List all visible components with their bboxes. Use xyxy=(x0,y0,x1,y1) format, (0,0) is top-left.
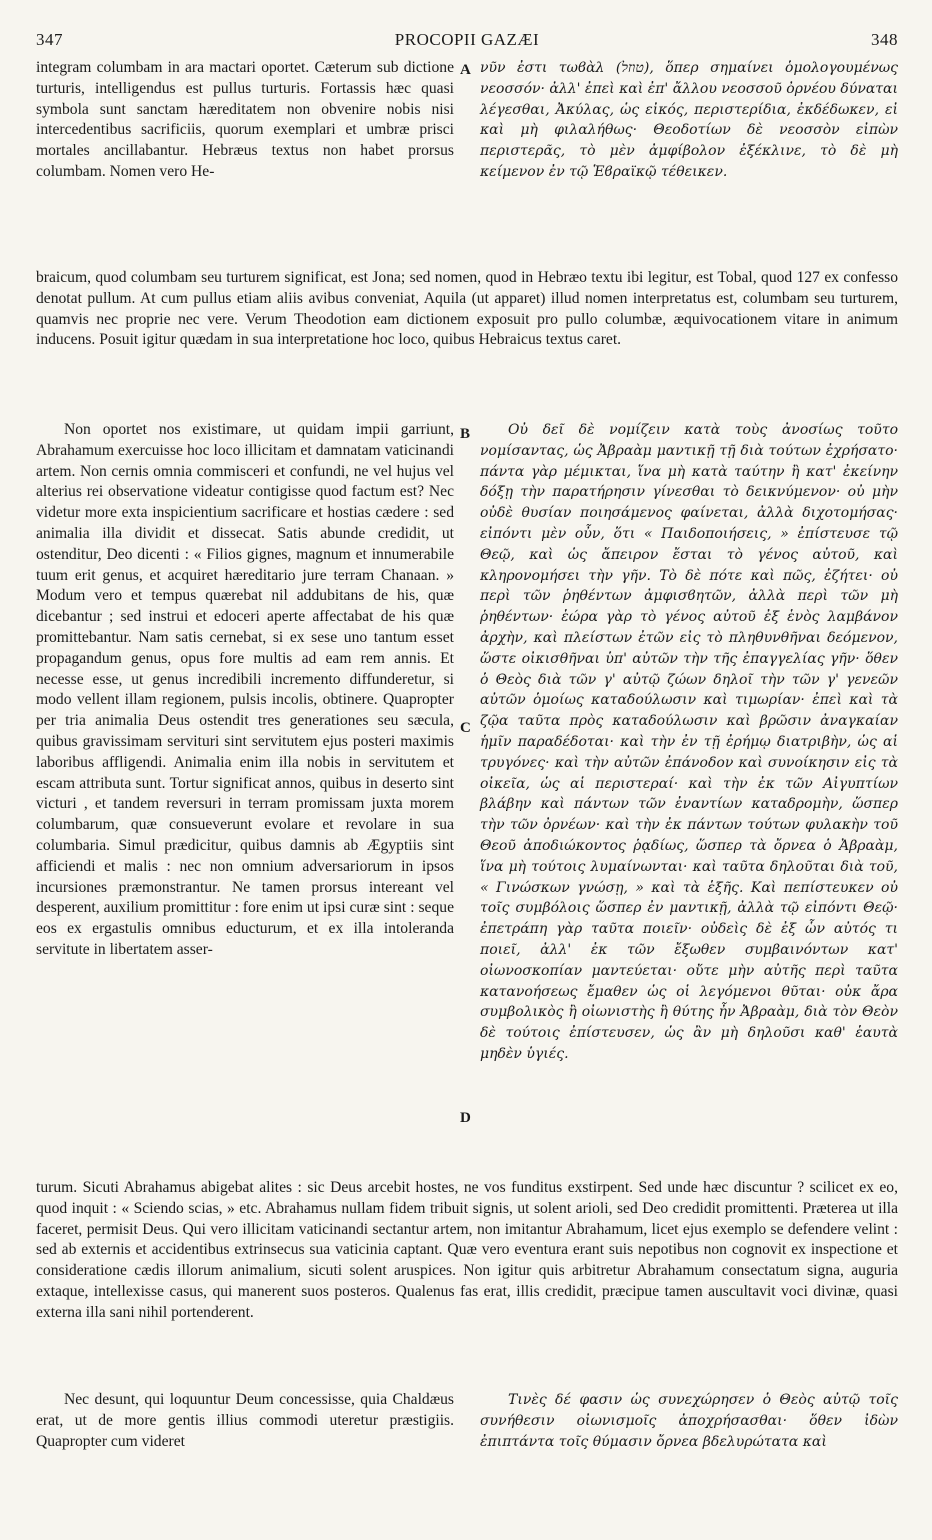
full-width-paragraph-2 xyxy=(36,1178,898,1390)
full-width-paragraph-1 xyxy=(36,268,898,420)
margin-marker-d: D xyxy=(460,1110,471,1126)
right-page-number: 348 xyxy=(871,30,898,49)
latin-column-2 xyxy=(36,420,454,1178)
greek-column-3 xyxy=(480,1390,898,1460)
full-text-1: braicum, quod columbam seu turturem significat, est Jona; sed nomen, quod in Hebræo textu ibi legitur, est Tobal, quod 127 ex confesso denotat pullum. At cum pullus etiam aliis avibus conveniat, Aquila (ut apparet) illud nomen interpretatus est, columbam seu turturem, quamvis nec proprie nec vere. Verum Theodotion eam dictionem exposuit pro pullo columbæ, æquivocationem vitare in animum inducens. Posuit igitur quædam in sua interpretatione hoc loco, quibus Hebraicus textus caret. xyxy=(36,269,898,349)
margin-marker-c: C xyxy=(460,720,471,736)
page xyxy=(36,30,898,1460)
section-3 xyxy=(36,1390,898,1460)
margin-marker-a: A xyxy=(460,62,471,78)
margin-marker-b: B xyxy=(460,426,471,442)
latin-column-1 xyxy=(36,58,454,268)
full-text-2: turum. Sicuti Abrahamus abigebat alites : sic Deus arcebit hostes, ne vos funditus exstirpent. Sed unde hæc discuntur ? scilicet ex eo, quod inquit : « Sciendo scias, » etc. Abrahamus nullam fidem tribuit signis, ut solent arioli, sed Deo credidit promittenti. Præterea ut illa faceret, permisit Deus. Qui vero illicitam vaticinandi sectantur artem, non imitantur Abrahamum, licet ejus exemplo se defendere velint : sed ab externis et accidentibus extrinsecus sua vaticinia captant. Quæ vero eventura erant suis nepotibus non cognovit ex inspectione et consideratione cædis illorum animalium, sicuti solent aruspices. Non igitur quis arbitretur Abrahamum consectatum signa, auguria extaque, intellexisse casus, qui manerent suos posteros. Qualenus fas erat, illis credidit, præcipue tamen auscultavit voci divinæ, quasi externa illa sani nihil portenderent. xyxy=(36,1179,898,1321)
left-page-number: 347 xyxy=(36,30,63,49)
latin-text-3: Nec desunt, qui loquuntur Deum concessisse, quia Chaldæus erat, ut de more gentis illius commodi uteretur præstigiis. Quapropter cum videret xyxy=(36,1391,454,1450)
section-2 xyxy=(36,420,898,1178)
greek-text-2: Οὐ δεῖ δὲ νομίζειν κατὰ τοὺς ἀνοσίως τοῦτο νομίσαντας, ὡς Ἀβραὰμ μαντικῇ τῇ διὰ τούτων ἐχρήσατο· πάντα γὰρ μέμικται, ἵνα μὴ κατὰ ταύτην ἢ κατ' ἐκείνην δόξῃ τὴν παρατήρησιν γίνεσθαι τὸ δεικνύμενον· οὐ μὴν οὐδὲ θυσίαν ποιησάμενος φαίνεται, ἀλλὰ διχοτομήσας· εἰπόντι μὲν οὖν, ὅτι « Παιδοποιήσεις, » ἐπίστευσε τῷ Θεῷ, καὶ ὡς ἄπειρον ἔσται τὸ γένος αὐτοῦ, καὶ κληρονομήσει τὴν γῆν. Τὸ δὲ πότε καὶ πῶς, ἐζήτει· οὐ περὶ τῶν ῥηθέντων ἀμφισϐητῶν, ἀλλὰ περὶ τῶν μὴ ῥηθέντων· ἑώρα γὰρ τὸ γένος αὐτοῦ ἐξ ἑνὸς λαμβάνον ἀρχὴν, καὶ πλείστων ἐτῶν εἰς τὸ πληθυνθῆναι δεόμενον, ὥστε οἰκισθῆναι ὑπ' αὐτῶν τὴν τῆς ἐπαγγελίας γῆν· ὅθεν ὁ Θεὸς διὰ τῶν γ' αὐτῷ ζώων δηλοῖ τὴν τῶν γ' γενεῶν αὐτῶν ὁμοίως καταδούλωσιν καὶ τιμωρίαν· ἐπεὶ καὶ τὰ ζῷα ταῦτα πρὸς καταδούλωσιν καὶ βρῶσιν ἀναγκαίαν ἡμῖν παραδέδοται· καὶ τὴν ἐν τῇ ἐρήμῳ διατριβὴν, ὡς αἱ τρυγόνες· καὶ τὴν αὐτῶν ἐπάνοδον καὶ συνοίκησιν εἰς τὰ οἰκεῖα, ὡς αἱ περιστεραί· καὶ τὴν ἐκ τῶν Αἰγυπτίων βλάβην καὶ πάντων τῶν ἐναντίων καταδρομὴν, ὥσπερ τὴν τῶν ὀρνέων· καὶ τὴν ἐκ πάντων τούτων φυλακὴν τοῦ Θεοῦ ἀποδιώκοντος ῥᾳδίως, ὥσπερ τὰ ὄρνεα ὁ Ἀβραὰμ, ἵνα μὴ τούτοις λυμαίνωνται· καὶ ταῦτα δηλοῦται διὰ τοῦ, « Γινώσκων γνώσῃ, » καὶ τὰ ἑξῆς. Καὶ πεπίστευκεν οὐ τοῖς συμβόλοις ὥσπερ ἐν μαντικῇ, ἀλλὰ τῷ εἰπόντι Θεῷ· ἐπετράπη γὰρ ταῦτα ποιεῖν· οὐδεὶς δὲ ἐξ ὧν αὐτός τι ποιεῖ, ἀλλ' ἐκ τῶν ἔξωθεν συμβαινόντων κατ' οἰωνοσκοπίαν μαντεύεται· οὔτε μὴν αὐτῆς περὶ ταῦτα κατανοήσεως ἔμαθεν ὡς οἱ λεγόμενοι θῦται· οὐκ ἄρα συμβολικὸς ἢ οἰωνιστὴς ἢ θύτης ἦν Ἀβραὰμ, διὰ τὸν Θεὸν δὲ τούτοις ἐπίστευσεν, ὡς ἂν μὴ δηλοῦσι καθ' ἑαυτὰ μηδὲν ὑγιές. xyxy=(480,422,898,1062)
latin-column-3 xyxy=(36,1390,454,1460)
section-1 xyxy=(36,58,898,268)
latin-text-2: Non oportet nos existimare, ut quidam impii garriunt, Abrahamum exercuisse hoc loco illicitam et damnatam vaticinandi artem. Non cernis omnia commisceri et confundi, ne vel hujus vel alterius rei observatione videatur contigisse quod factum est? Nec videtur more exta inspicientium sacrificare et hostias cædere : sed animalia illa dividit et dissecat. Satis abunde credidit, ut ostenditur, Deo dicenti : « Filios gignes, magnum et innumerabile tuum erit genus, et acquiret hæreditario jure terram Chanaan. » Modum vero et tempus quærebat nil addubitans de his, quæ dicebantur ; sed instrui et edoceri aperte affectabat de his quæ promittebantur. Nam satis cernebat, si ex sese uno tantum esset propagandum genus, opus fore multis ad eam rem annis. Et necesse esse, ut genus incredibili incremento diffunderetur, si modo vellent illam regionem, pulsis incolis, obtinere. Quapropter per tria animalia Deus ostendit tres generationes seu sæcula, quibus gravissimam servituri sint servitutem ejus posteri maximis laboribus affligendi. Animalia enim illa nobis in servitutem et escam attributa sunt. Tortur significat annos, quibus in deserto sint victuri , et tandem reversuri in terram promissam juxta morem columbarum, quæ consueverunt evolare et revolare in sua columbaria. Simul prædicitur, quibus damnis ab Ægyptiis sint afficiendi et malis : nec non omnium adversariorum in ipsos incursiones præmonstrantur. Ne tamen prorsus intereant vel desperent, auxilium promittitur : fore enim ut ipsi curæ sint : seque eos ex ergastulis omnibus educturum, et ex illa intoleranda servitute in libertatem asser- xyxy=(36,421,454,958)
latin-text-1: integram columbam in ara mactari oportet. Cæterum sub dictione turturis, intelligendus est pullus turturis. Fortassis hæc quasi symbola sunt sanctam hæreditatem non obvenire nobis nisi intercedentibus sacrificiis, quorum exemplari et umbræ prisci mortales ancillabantur. Hebræus textus non habet prorsus columbam. Nomen vero He- xyxy=(36,59,454,180)
greek-text-3: Τινὲς δέ φασιν ὡς συνεχώρησεν ὁ Θεὸς αὐτῷ τοῖς συνήθεσιν οἰωνισμοῖς ἀποχρήσασθαι· ὅθεν ἰδὼν ἐπιπτάντα τοῖς θύμασιν ὄρνεα βδελυρώτατα καὶ xyxy=(480,1392,898,1450)
greek-column-1 xyxy=(480,58,898,268)
running-title: PROCOPII GAZÆI xyxy=(394,30,540,49)
greek-column-2 xyxy=(480,420,898,1178)
running-header xyxy=(36,30,898,58)
greek-text-1: νῦν ἐστι τωϐὰλ (טוזל), ὅπερ σημαίνει ὁμολογουμένως νεοσσόν· ἀλλ' ἐπεὶ καὶ ἐπ' ἄλλου νεοσσοῦ ὀρνέου δύναται λέγεσθαι, Ἀκύλας, ὡς εἰκός, περιστερίδια, ἐκδέδωκεν, εἰ καὶ μὴ φιλαλήθως· Θεοδοτίων δὲ νεοσσὸν εἰπὼν περιστερᾶς, τὸ μὲν ἀμφίβολον ἐξέκλινε, τὸ δὲ μὴ κείμενον ἐν τῷ Ἑϐραϊκῷ τέθεικεν. xyxy=(480,60,899,180)
